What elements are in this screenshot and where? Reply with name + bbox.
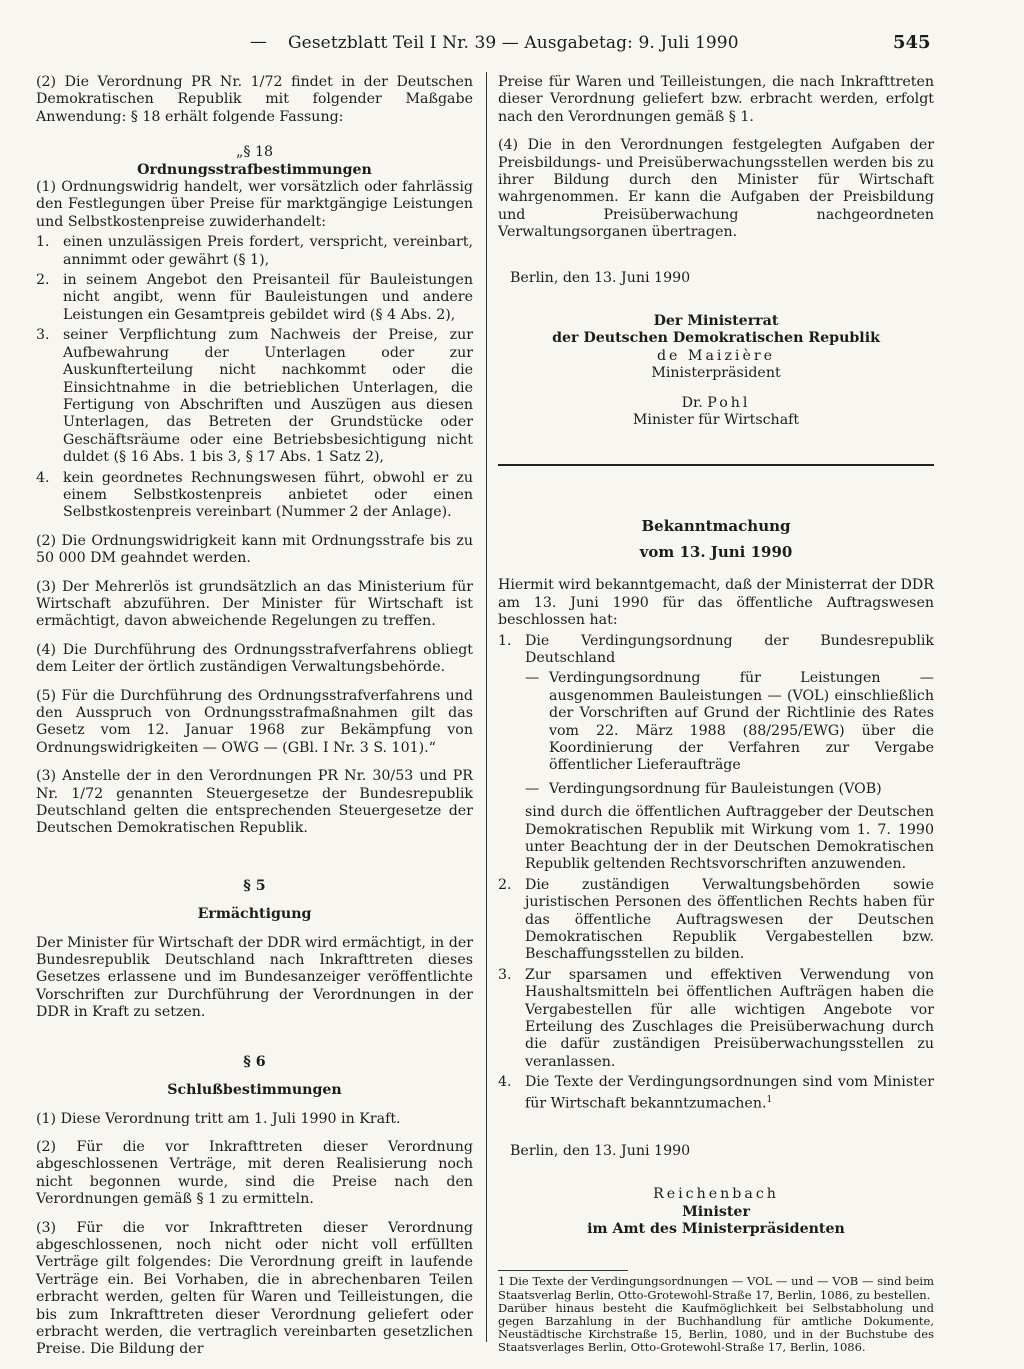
signatory-name: Reichenbach	[653, 1186, 779, 1203]
item-text: seiner Verpflichtung zum Nachweis der Preise, zur Aufbewahrung der Unterlagen oder zur Auskunfterteilung nicht nachkommt oder die Einsichtnahme in die betrieblichen Unterlagen, die Fertigung von Abschriften und Auszügen aus diesen Unterlagen, das Betreten der Grundstücke oder Geschäftsräume oder eine Betriebsbesichtigung nicht duldet (§ 16 Abs. 1 bis 3, § 17 Abs. 1 Satz 2),	[63, 327, 473, 466]
item-body	[525, 633, 934, 874]
item-body	[525, 1074, 934, 1113]
signatory-name	[498, 395, 934, 412]
section-number: § 6	[243, 1053, 266, 1070]
footnote-rule	[498, 1270, 628, 1271]
list-item	[36, 327, 473, 466]
header-dash: —	[250, 32, 267, 52]
section-title: Ermächtigung	[197, 906, 312, 923]
dash-marker: —	[525, 670, 540, 687]
item-text: sind durch die öffentlichen Auftraggeber der Deutschen Demokratischen Republik mit Wirkung vom 1. 7. 1990 unter Beachtung der in der Deutschen Demokratischen Republik geltenden Rechtsvorschriften anzuwenden.	[525, 804, 934, 873]
item-number: 4.	[498, 1074, 512, 1091]
paragraph: (2) Die Ordnungswidrigkeit kann mit Ordnungsstrafe bis zu 50 000 DM geahndet werden.	[36, 532, 473, 567]
date-line: Berlin, den 13. Juni 1990	[510, 1142, 691, 1159]
item-number: 3.	[498, 966, 512, 983]
footnote: 1 Die Texte der Verdingungsordnungen — VOL — und — VOB — sind beim Staatsverlag Berlin, Otto-Grotewohl-Straße 17, Berlin, 1086, zu bestellen.	[498, 1274, 934, 1302]
paragraph: Hiermit wird bekanntgemacht, daß der Ministerrat der DDR am 13. Juni 1990 für das öffentliche Auftragswesen beschlossen hat:	[498, 577, 934, 629]
header-title: Gesetzblatt Teil I Nr. 39 — Ausgabetag: 9. Juli 1990	[288, 33, 739, 53]
item-number: 2.	[498, 876, 512, 893]
paragraph: (1) Ordnungswidrig handelt, wer vorsätzlich oder fahrlässig den Festlegungen über Preise für marktgängige Leistungen und Selbstkostenpreise zuwiderhandelt:	[36, 179, 473, 230]
column-divider	[486, 72, 487, 1342]
list-item	[498, 633, 934, 874]
item-text: Verdingungsordnung für Bauleistungen (VOB)	[549, 780, 882, 797]
paragraph: (2) Für die vor Inkrafttreten dieser Verordnung abgeschlossenen Verträge, mit deren Realisierung noch nicht begonnen wurde, sind die Preise nach den Verordnungen gemäß § 1 zu ermitteln.	[36, 1138, 473, 1208]
list-item	[36, 470, 473, 522]
announcement-title: Bekanntmachung	[641, 516, 791, 535]
section-title: Ordnungsstrafbestimmungen	[137, 161, 372, 178]
list-item	[498, 877, 934, 964]
footnote-marker: 1	[766, 1094, 773, 1105]
page-header	[0, 30, 1024, 56]
item-text: einen unzulässigen Preis fordert, verspricht, vereinbart, annimmt oder gewährt (§ 1),	[63, 234, 473, 268]
announcement-date: vom 13. Juni 1990	[639, 542, 793, 561]
item-number: 2.	[36, 272, 50, 289]
paragraph: (2) Die Verordnung PR Nr. 1/72 findet in der Deutschen Demokratischen Republik mit folgender Maßgabe Anwendung: § 18 erhält folgende Fassung:	[36, 74, 473, 125]
item-text: Die Verdingungsordnung der Bundesrepublik Deutschland	[525, 632, 934, 666]
signatory-org: Der Ministerrat	[653, 313, 779, 330]
item-number: 3.	[36, 327, 50, 344]
footnote: Darüber hinaus besteht die Kaufmöglichkeit bei Selbstabholung und gegen Barzahlung in der Buchhandlung für amtliche Dokumente, Neustädtische Kirchstraße 15, Berlin, 1080, und in der Buchstube des Staatsverlages Berlin, Otto-Grotewohl-Straße 17, Berlin, 1086.	[498, 1300, 934, 1355]
item-text: Die zuständigen Verwaltungsbehörden sowie juristischen Personen des öffentlichen Rechts haben für das öffentliche Auftragswesen der Deutschen Demokratischen Republik Vergabestellen bzw. Beschaffungsstellen zu bilden.	[525, 876, 934, 963]
list-item	[498, 1074, 934, 1113]
section-title: Schlußbestimmungen	[167, 1082, 342, 1099]
right-column	[498, 74, 934, 1355]
item-text: Die Texte der Verdingungsordnungen sind vom Minister für Wirtschaft bekanntzumachen.	[525, 1074, 934, 1112]
paragraph: Preise für Waren und Teilleistungen, die nach Inkrafttreten dieser Verordnung geliefert bzw. erbracht werden, erfolgt nach den Verordnungen gemäß § 1.	[498, 74, 934, 125]
item-number: 4.	[36, 469, 50, 486]
paragraph: (4) Die in den Verordnungen festgelegten Aufgaben der Preisbildungs- und Preisüberwachungsstellen werden bis zu ihrer Bildung durch den Minister für Wirtschaft wahrgenommen. Er kann die Aufgaben der Preisbildung und Preisüberwachung nachgeordneten Verwaltungsorganen übertragen.	[498, 137, 934, 241]
paragraph: (3) Der Mehrerlös ist grundsätzlich an das Ministerium für Wirtschaft abzuführen. Der Minister für Wirtschaft ist ermächtigt, davon abweichende Regelungen zu treffen.	[36, 578, 473, 630]
paragraph: (3) Anstelle der in den Verordnungen PR Nr. 30/53 und PR Nr. 1/72 genannten Steuergesetze der Bundesrepublik Deutschland gelten die entsprechenden Steuergesetze der Deutschen Demokratischen Republik.	[36, 768, 473, 837]
item-text: kein geordnetes Rechnungswesen führt, obwohl er zu einem Selbstkostenpreis anbietet oder einen Selbstkostenpreis vereinbart (Nummer 2 der Anlage).	[63, 469, 473, 521]
signatory-role: Ministerpräsident	[651, 365, 781, 382]
paragraph: (5) Für die Durchführung des Ordnungsstrafverfahrens und den Ausspruch von Ordnungsstrafmaßnahmen gilt das Gesetz vom 12. Januar 1968 zur Bekämpfung von Ordnungswidrigkeiten — OWG — (GBl. I Nr. 3 S. 101).“	[36, 687, 473, 756]
item-number: 1.	[36, 234, 50, 251]
dash-marker: —	[525, 780, 540, 797]
signatory-surname: Pohl	[707, 394, 751, 411]
list-item	[498, 967, 934, 1071]
list-item	[36, 272, 473, 324]
paragraph: Der Minister für Wirtschaft der DDR wird ermächtigt, in der Bundesrepublik Deutschland nach Inkrafttreten dieses Gesetzes erlassene und im Bundesanzeiger veröffentlichte Vorschriften zur Durchführung der Verordnungen in der DDR in Kraft zu setzen.	[36, 934, 473, 1021]
signatory-role: Minister	[682, 1203, 750, 1220]
signatory-name: de Maizière	[656, 347, 776, 364]
section-number: „§ 18	[235, 144, 273, 161]
date-line: Berlin, den 13. Juni 1990	[510, 269, 691, 286]
paragraph: (1) Diese Verordnung tritt am 1. Juli 1990 in Kraft.	[36, 1110, 401, 1127]
dash-item	[525, 781, 934, 798]
left-column	[36, 74, 473, 1359]
page-number: 545	[893, 32, 931, 53]
signatory-org: der Deutschen Demokratischen Republik	[552, 330, 880, 347]
item-text: in seinem Angebot den Preisanteil für Bauleistungen nicht angibt, wenn für Bauleistungen und andere Leistungen ein Gesamtpreis gebildet wird (§ 4 Abs. 2),	[63, 272, 473, 323]
list-item	[36, 234, 473, 269]
paragraph: (3) Für die vor Inkrafttreten dieser Verordnung abgeschlossenen, noch nicht oder nicht voll erfüllten Verträge gilt folgendes: Die Verordnung greift in laufende Verträge ein. Bei Vorhaben, die in abrechenbaren Teilen erbracht werden, gelten für Waren und Teilleistungen, die bis zum Inkrafttreten dieser Verordnung geliefert oder erbracht werden, die vertraglich vereinbarten gesetzlichen Preise. Die Bildung der	[36, 1219, 473, 1358]
item-text: Zur sparsamen und effektiven Verwendung von Haushaltsmitteln bei öffentlichen Aufträgen haben die Vergabestellen für alle wichtigen Angebote vor Erteilung des Zuschlages die Preisüberwachung durch die dafür zuständigen Preisüberwachungsstellen zu veranlassen.	[525, 966, 934, 1070]
signatory-role: im Amt des Ministerpräsidenten	[587, 1221, 845, 1238]
paragraph: (4) Die Durchführung des Ordnungsstrafverfahrens obliegt dem Leiter der örtlich zuständigen Verwaltungsbehörde.	[36, 641, 473, 676]
section-number: § 5	[243, 877, 266, 894]
dash-item	[525, 670, 934, 774]
signatory-title: Dr.	[681, 394, 703, 411]
item-number: 1.	[498, 632, 512, 649]
signatory-role: Minister für Wirtschaft	[632, 412, 800, 429]
section-rule	[498, 464, 934, 466]
item-text: Verdingungsordnung für Leistungen — ausgenommen Bauleistungen — (VOL) einschließlich der Vorschriften auf Grund der Richtlinie des Rates vom 22. März 1988 (88/295/EWG) über die Koordinierung der Verfahren zur Vergabe öffentlicher Lieferaufträge	[549, 670, 934, 774]
